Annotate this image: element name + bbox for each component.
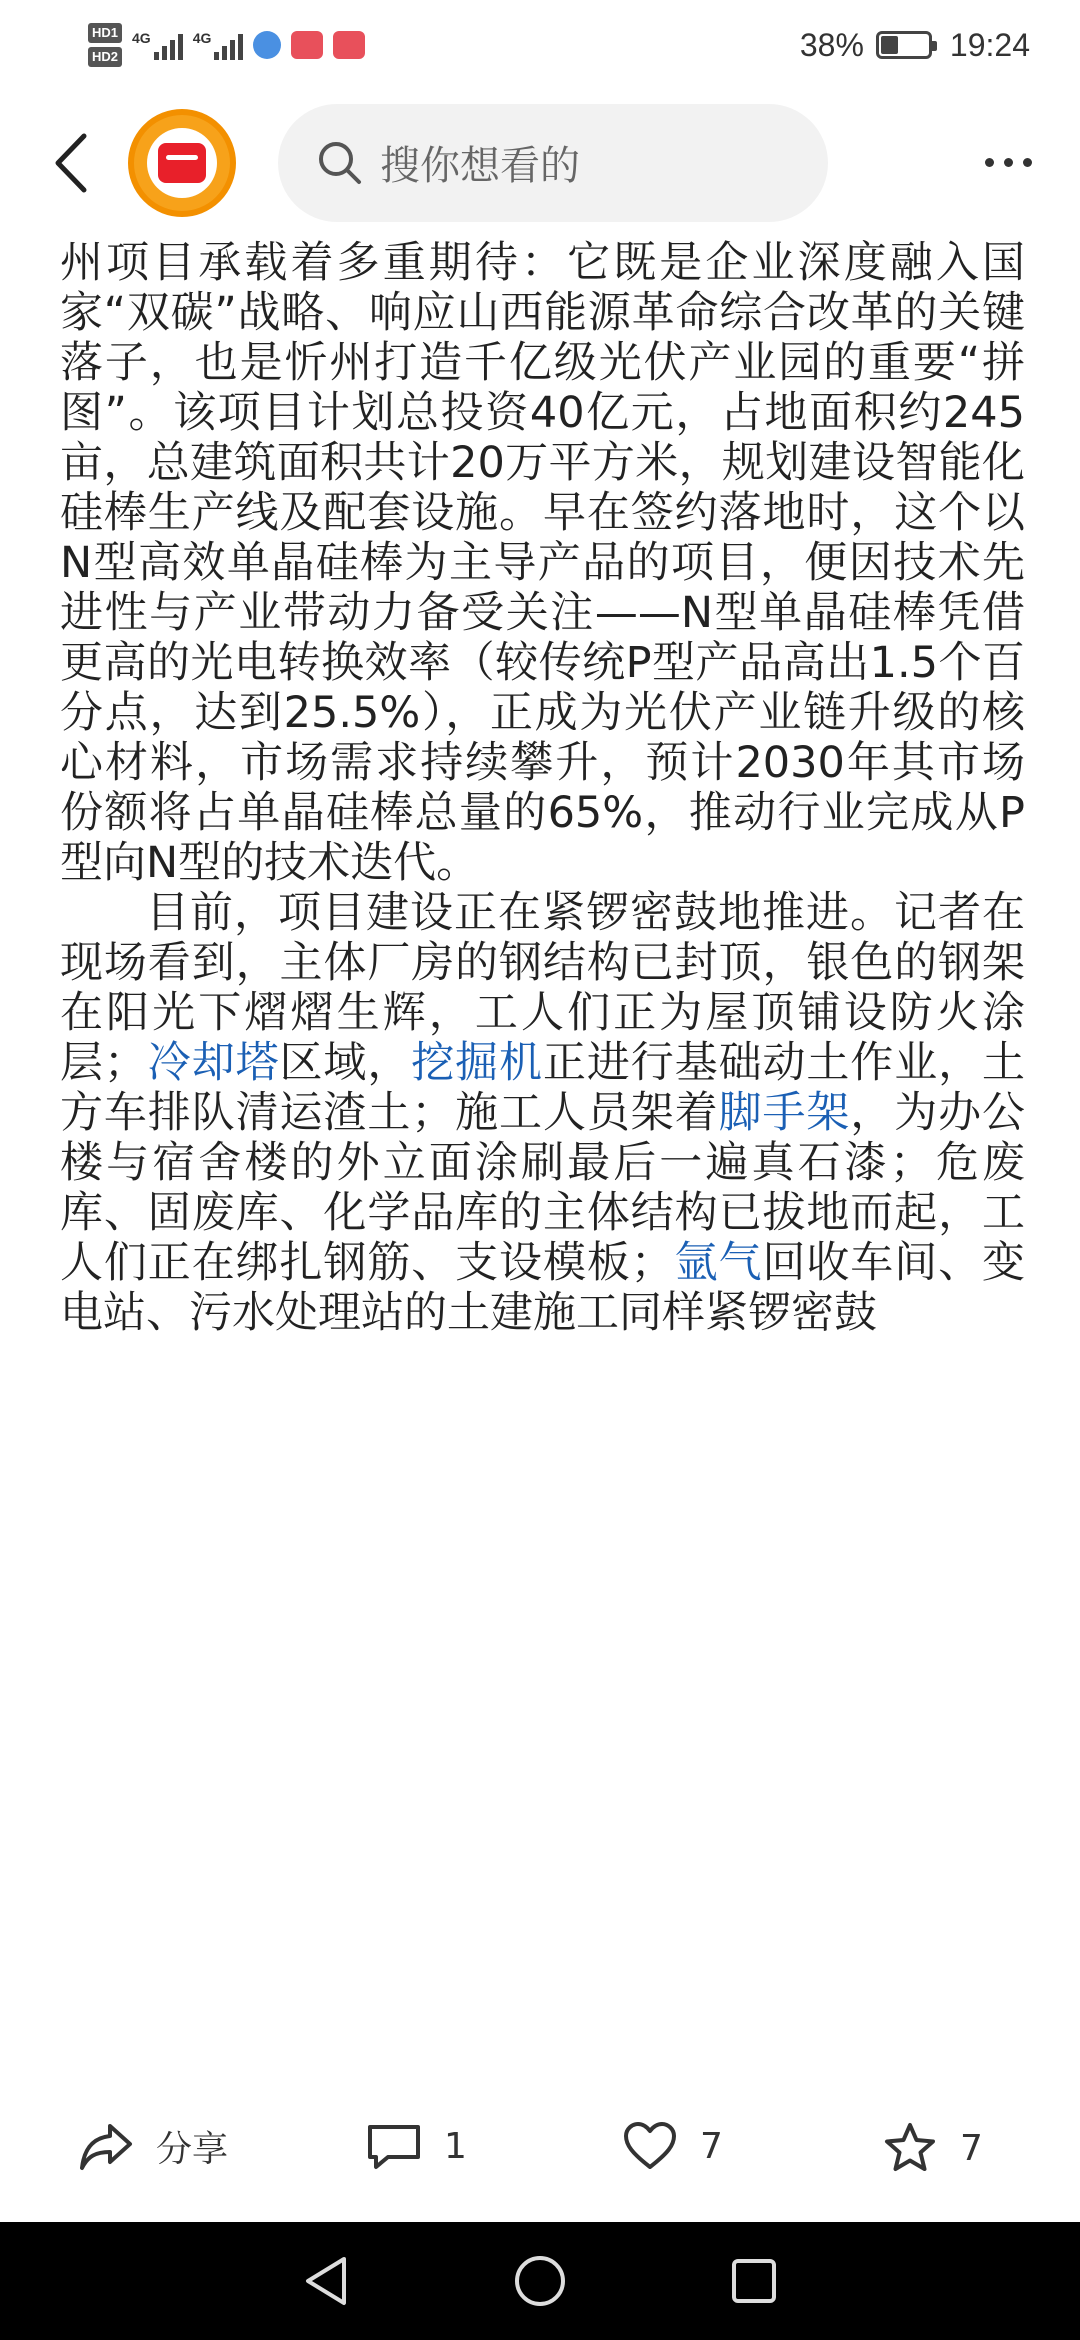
huawei-app-icon xyxy=(291,31,323,59)
more-dot-icon xyxy=(1004,158,1013,167)
more-dot-icon xyxy=(985,158,994,167)
top-nav xyxy=(0,95,1080,230)
signal-icon xyxy=(193,30,244,60)
status-right xyxy=(800,27,1030,64)
share-icon xyxy=(78,2122,134,2172)
signal-icon xyxy=(132,30,183,60)
hd1-badge: HD1 xyxy=(88,23,122,43)
heart-icon xyxy=(622,2121,678,2171)
paragraph-text: 正进行基础动土作业，土方车排队清运渣土；施工人员架着 xyxy=(60,1038,1025,1138)
more-options-button[interactable] xyxy=(985,158,1040,167)
chevron-left-icon xyxy=(52,132,88,194)
like-count: 7 xyxy=(700,2125,723,2167)
comment-button[interactable] xyxy=(366,2121,467,2171)
nav-home-icon[interactable] xyxy=(512,2253,568,2309)
status-left xyxy=(88,23,365,67)
favorite-count: 7 xyxy=(960,2127,983,2169)
clock: 19:24 xyxy=(949,26,1030,63)
browser-icon xyxy=(253,31,281,59)
like-button[interactable] xyxy=(622,2121,723,2171)
paragraph-text: 回收车间、变电站、污水处理站的土建施工同样紧锣密鼓 xyxy=(60,1238,1025,1338)
link-argon[interactable]: 氩气 xyxy=(673,1238,763,1288)
avatar-inner xyxy=(147,128,217,198)
more-dot-icon xyxy=(1023,158,1032,167)
link-cooling-tower[interactable]: 冷却塔 xyxy=(146,1038,280,1088)
signal2-label: 4G xyxy=(192,30,212,46)
system-nav-bar xyxy=(0,2222,1080,2340)
nav-recents-icon[interactable] xyxy=(728,2255,780,2307)
search-placeholder: 搜你想看的 xyxy=(380,143,580,189)
search-icon xyxy=(316,139,364,187)
paragraph-text: 目前，项目建设正在紧锣密鼓地推进。记者在现场看到，主体厂房的钢结构已封顶，银色的钢架在阳光下熠熠生辉，工人们正为屋顶铺设防火涂层； xyxy=(60,888,1025,1088)
paragraph-text: 区域， xyxy=(279,1038,412,1088)
link-excavator[interactable]: 挖掘机 xyxy=(411,1038,543,1088)
comment-icon xyxy=(366,2121,422,2171)
avatar-logo-icon xyxy=(158,143,206,183)
toutiao-app-icon xyxy=(333,31,365,59)
star-icon xyxy=(882,2121,938,2175)
battery-percent: 38% xyxy=(799,26,864,63)
link-scaffold[interactable]: 脚手架 xyxy=(718,1088,851,1138)
signal1-label: 4G xyxy=(132,30,151,46)
article-body[interactable] xyxy=(60,238,1025,2073)
article-paragraph: 州项目承载着多重期待：它既是企业深度融入国家“双碳”战略、响应山西能源革命综合改革的关键落子，也是忻州打造千亿级光伏产业园的重要“拼图”。该项目计划总投资40亿元，占地面积约245亩，总建筑面积共计20万平方米，规划建设智能化硅棒生产线及配套设施。早在签约落地时，这个以N型高效单晶硅棒为主导产品的项目，便因技术先进性与产业带动力备受关注——N型单晶硅棒凭借更高的光电转换效率（较传统P型产品高出1.5个百分点，达到25.5%），正成为光伏产业链升级的核心材料，市场需求持续攀升，预计2030年其市场份额将占单晶硅棒总量的65%，推动行业完成从P型向N型的技术迭代。 xyxy=(60,238,1025,888)
nav-back-icon[interactable] xyxy=(300,2253,352,2309)
article-paragraph xyxy=(60,888,1025,1338)
hd2-badge: HD2 xyxy=(88,47,122,67)
search-input[interactable] xyxy=(278,104,828,222)
battery-fill xyxy=(881,36,898,54)
action-bar xyxy=(0,2075,1080,2225)
comment-count: 1 xyxy=(444,2125,467,2167)
back-button[interactable] xyxy=(40,123,100,203)
status-bar xyxy=(0,0,1080,90)
share-label: 分享 xyxy=(156,2129,229,2170)
paragraph-text: ，为办公楼与宿舍楼的外立面涂刷最后一遍真石漆；危废库、固废库、化学品库的主体结构已拔地而起，工人们正在绑扎钢筋、支设模板； xyxy=(60,1088,1025,1288)
avatar[interactable] xyxy=(128,109,236,217)
hd-icon xyxy=(88,23,122,67)
favorite-button[interactable] xyxy=(882,2121,983,2175)
share-button[interactable] xyxy=(78,2121,228,2172)
battery-icon xyxy=(876,31,932,59)
